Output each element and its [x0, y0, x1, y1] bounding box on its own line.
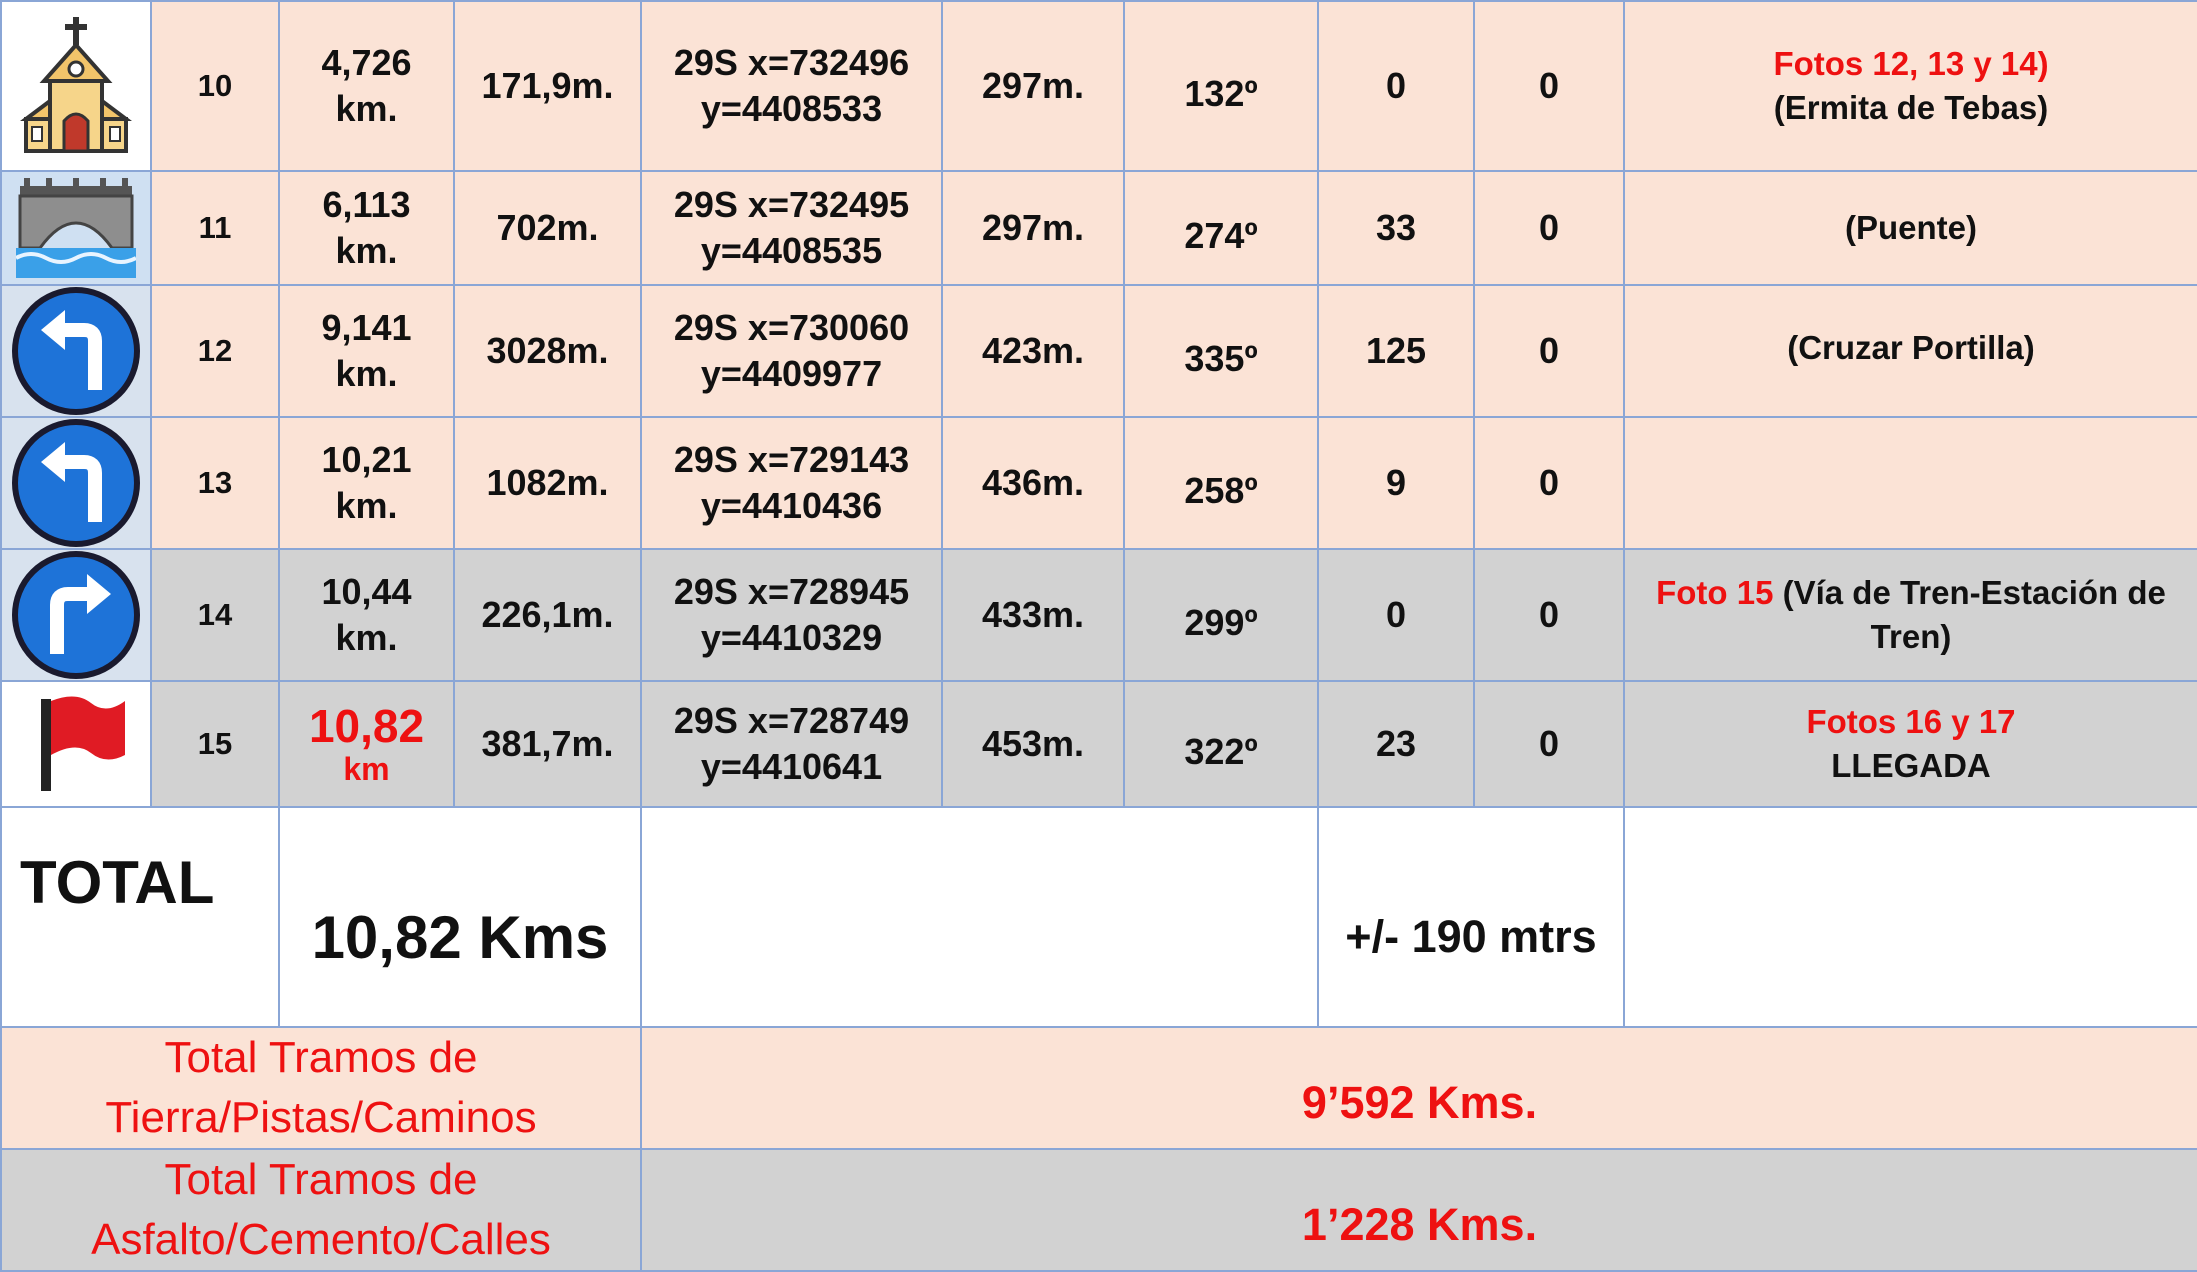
- tramos-asfalto-row: [1, 1149, 2197, 1271]
- descent: 0: [1474, 171, 1624, 285]
- bearing: 258º: [1124, 417, 1318, 549]
- distance-cell: 4,726 km.: [279, 1, 454, 171]
- notes-cell: Fotos 16 y 17 LLEGADA: [1624, 681, 2197, 807]
- segment-length: 702m.: [454, 171, 641, 285]
- altitude: 453m.: [942, 681, 1124, 807]
- notes-cell: Fotos 12, 13 y 14) (Ermita de Tebas): [1624, 1, 2197, 171]
- table-row: [1, 549, 2197, 681]
- utm-cell: 29S x=728945 y=4410329: [641, 549, 942, 681]
- utm-cell: 29S x=732495 y=4408535: [641, 171, 942, 285]
- table-row: [1, 681, 2197, 807]
- bridge-icon: [1, 171, 151, 285]
- bearing: 335º: [1124, 285, 1318, 417]
- utm-cell: 29S x=729143 y=4410436: [641, 417, 942, 549]
- bearing: 322º: [1124, 681, 1318, 807]
- descent: 0: [1474, 549, 1624, 681]
- turn-right-icon: [1, 549, 151, 681]
- empty-cell: [1624, 807, 2197, 1027]
- row-number: 15: [151, 681, 279, 807]
- utm-cell: 29S x=732496 y=4408533: [641, 1, 942, 171]
- table-row: [1, 417, 2197, 549]
- bearing: 132º: [1124, 1, 1318, 171]
- ascent: 9: [1318, 417, 1474, 549]
- altitude: 433m.: [942, 549, 1124, 681]
- tramos-tierra-row: [1, 1027, 2197, 1149]
- segment-length: 1082m.: [454, 417, 641, 549]
- row-number: 11: [151, 171, 279, 285]
- descent: 0: [1474, 1, 1624, 171]
- notes-cell: (Puente): [1624, 171, 2197, 285]
- utm-cell: 29S x=730060 y=4409977: [641, 285, 942, 417]
- distance-cell: 10,82 km: [279, 681, 454, 807]
- segment-length: 381,7m.: [454, 681, 641, 807]
- ascent: 0: [1318, 549, 1474, 681]
- finish-flag-icon: [1, 681, 151, 807]
- distance-cell: 9,141 km.: [279, 285, 454, 417]
- descent: 0: [1474, 417, 1624, 549]
- notes-cell: [1624, 417, 2197, 549]
- empty-cell: [641, 807, 1318, 1027]
- church-icon: [1, 1, 151, 171]
- ascent: 23: [1318, 681, 1474, 807]
- bearing: 299º: [1124, 549, 1318, 681]
- altitude: 297m.: [942, 1, 1124, 171]
- descent: 0: [1474, 681, 1624, 807]
- asfalto-value: 1’228 Kms.: [641, 1149, 2197, 1271]
- bearing: 274º: [1124, 171, 1318, 285]
- tierra-label: Total Tramos de Tierra/Pistas/Caminos: [1, 1027, 641, 1149]
- total-distance: 10,82 Kms: [279, 807, 641, 1027]
- segment-length: 171,9m.: [454, 1, 641, 171]
- asfalto-label: Total Tramos de Asfalto/Cemento/Calles: [1, 1149, 641, 1271]
- altitude: 423m.: [942, 285, 1124, 417]
- row-number: 14: [151, 549, 279, 681]
- tierra-value: 9’592 Kms.: [641, 1027, 2197, 1149]
- ascent: 33: [1318, 171, 1474, 285]
- ascent: 0: [1318, 1, 1474, 171]
- descent: 0: [1474, 285, 1624, 417]
- altitude: 436m.: [942, 417, 1124, 549]
- distance-cell: 6,113 km.: [279, 171, 454, 285]
- turn-left-icon: [1, 285, 151, 417]
- segment-length: 3028m.: [454, 285, 641, 417]
- table-row: [1, 1, 2197, 171]
- total-row: [1, 807, 2197, 1027]
- total-elevation: +/- 190 mtrs: [1318, 807, 1624, 1027]
- utm-cell: 29S x=728749 y=4410641: [641, 681, 942, 807]
- ascent: 125: [1318, 285, 1474, 417]
- row-number: 13: [151, 417, 279, 549]
- table-row: [1, 171, 2197, 285]
- distance-cell: 10,44 km.: [279, 549, 454, 681]
- total-label: TOTAL: [1, 807, 279, 1027]
- table-row: [1, 285, 2197, 417]
- segment-length: 226,1m.: [454, 549, 641, 681]
- notes-cell: Foto 15 (Vía de Tren-Estación de Tren): [1624, 549, 2197, 681]
- turn-left-icon: [1, 417, 151, 549]
- row-number: 12: [151, 285, 279, 417]
- altitude: 297m.: [942, 171, 1124, 285]
- row-number: 10: [151, 1, 279, 171]
- distance-cell: 10,21 km.: [279, 417, 454, 549]
- notes-cell: (Cruzar Portilla): [1624, 285, 2197, 417]
